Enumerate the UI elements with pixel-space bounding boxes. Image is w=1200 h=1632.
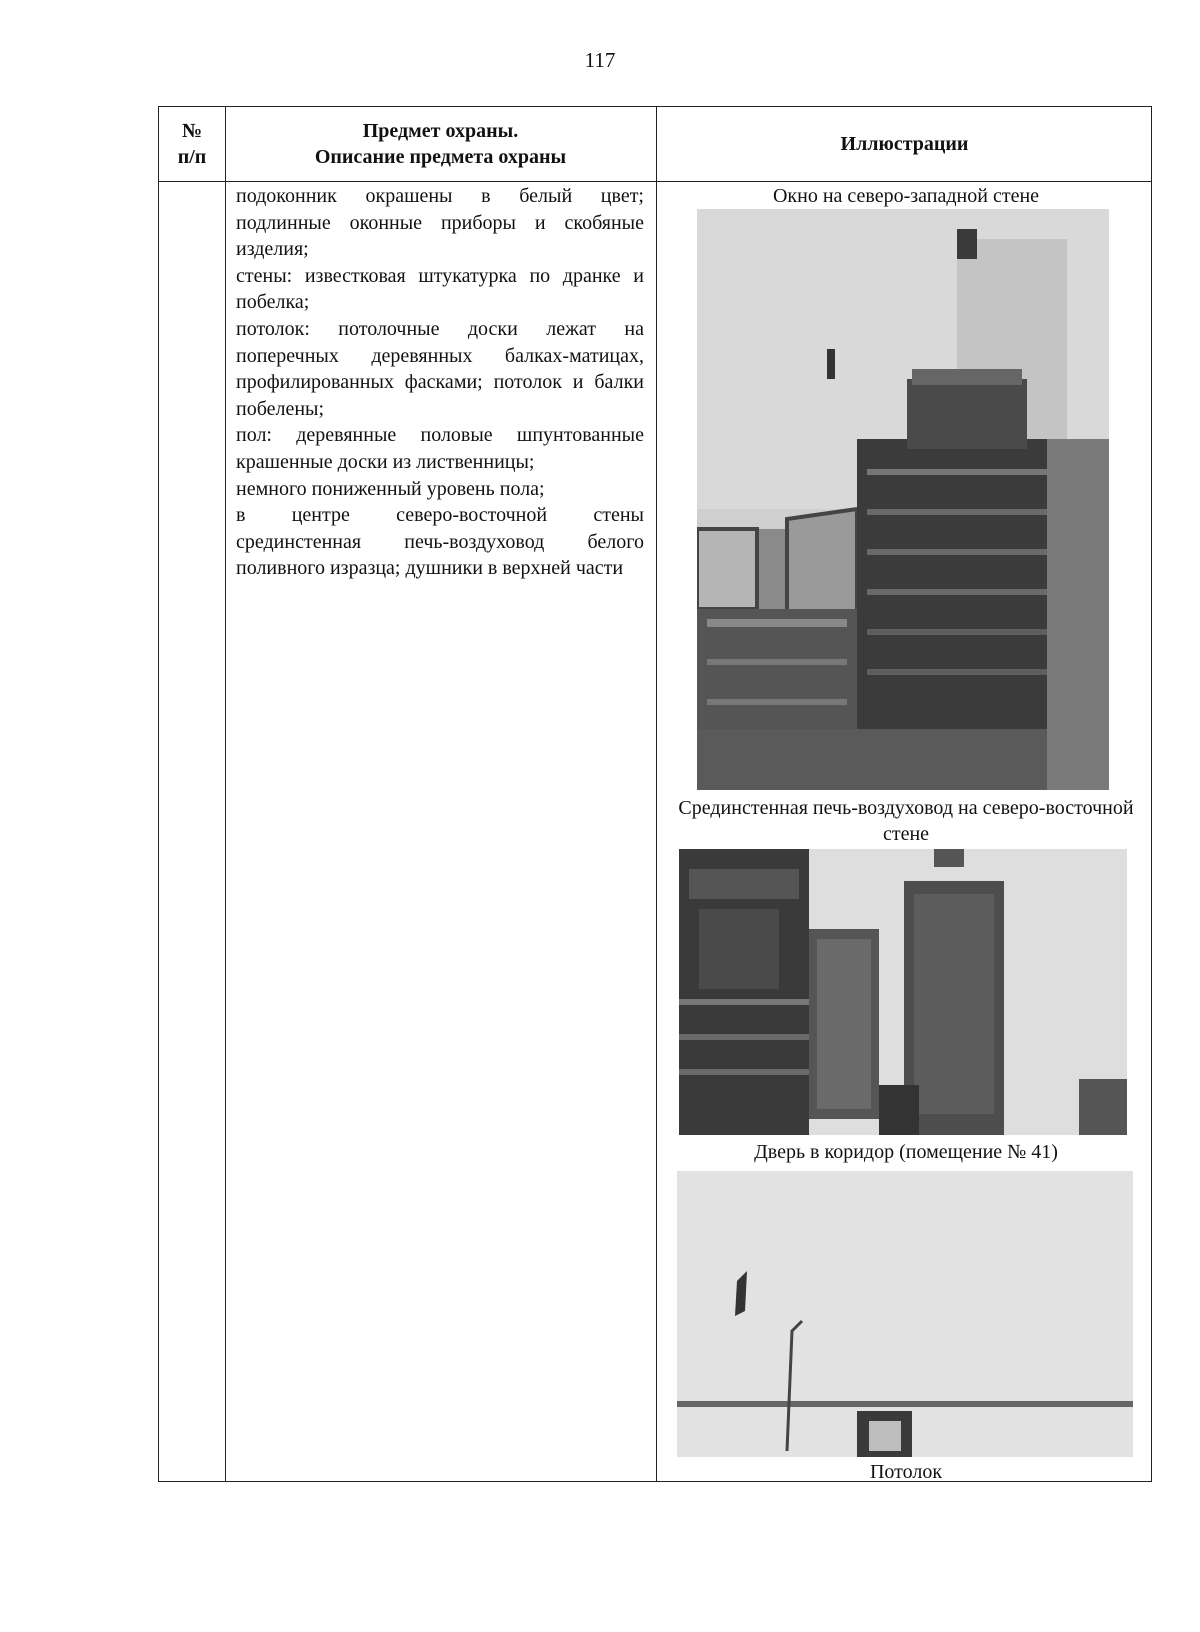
caption-stove: Срединстенная печь-воздуховод на северо-восточной стене	[678, 797, 1134, 845]
description-paragraph: стены: известковая штукатурка по дранке и побелка;	[236, 264, 644, 314]
header-subject-line-1: Предмет охраны.	[362, 120, 519, 142]
header-illustrations: Иллюстрации	[840, 133, 969, 155]
description-paragraph: подоконник окрашены в белый цвет; подлинные оконные приборы и скобяные изделия;	[236, 185, 644, 261]
photo-ceiling	[677, 1171, 1133, 1457]
header-divider	[159, 181, 1151, 182]
column-divider	[656, 107, 657, 1481]
header-number	[159, 107, 225, 181]
header-subject-line-2: Описание предмета охраны	[314, 146, 567, 168]
header-number-line-2: п/п	[177, 146, 207, 168]
description-paragraph: немного пониженный уровень пола;	[236, 477, 545, 500]
column-divider	[225, 107, 226, 1481]
caption-window: Окно на северо-западной стене	[772, 185, 1040, 207]
description-cell	[236, 183, 644, 582]
page-number: 117	[584, 48, 616, 72]
description-paragraph: потолок: потолочные доски лежат на поперечных деревянных балках-матицах, профилированных фасками; потолок и балки побелены;	[236, 317, 644, 420]
description-paragraph: в центре северо-восточной стены срединстенная печь-воздуховод белого поливного изразца; душники в верхней части	[236, 504, 644, 580]
header-subject	[225, 107, 656, 181]
photo-window-furniture	[697, 209, 1109, 790]
protection-table	[158, 106, 1152, 1482]
description-paragraph: пол: деревянные половые шпунтованные крашенные доски из лиственницы;	[236, 424, 644, 473]
photo-stove-door	[679, 849, 1127, 1135]
caption-door: Дверь в коридор (помещение № 41)	[754, 1141, 1058, 1163]
caption-ceiling: Потолок	[869, 1461, 943, 1483]
header-number-line-1: №	[181, 120, 203, 142]
